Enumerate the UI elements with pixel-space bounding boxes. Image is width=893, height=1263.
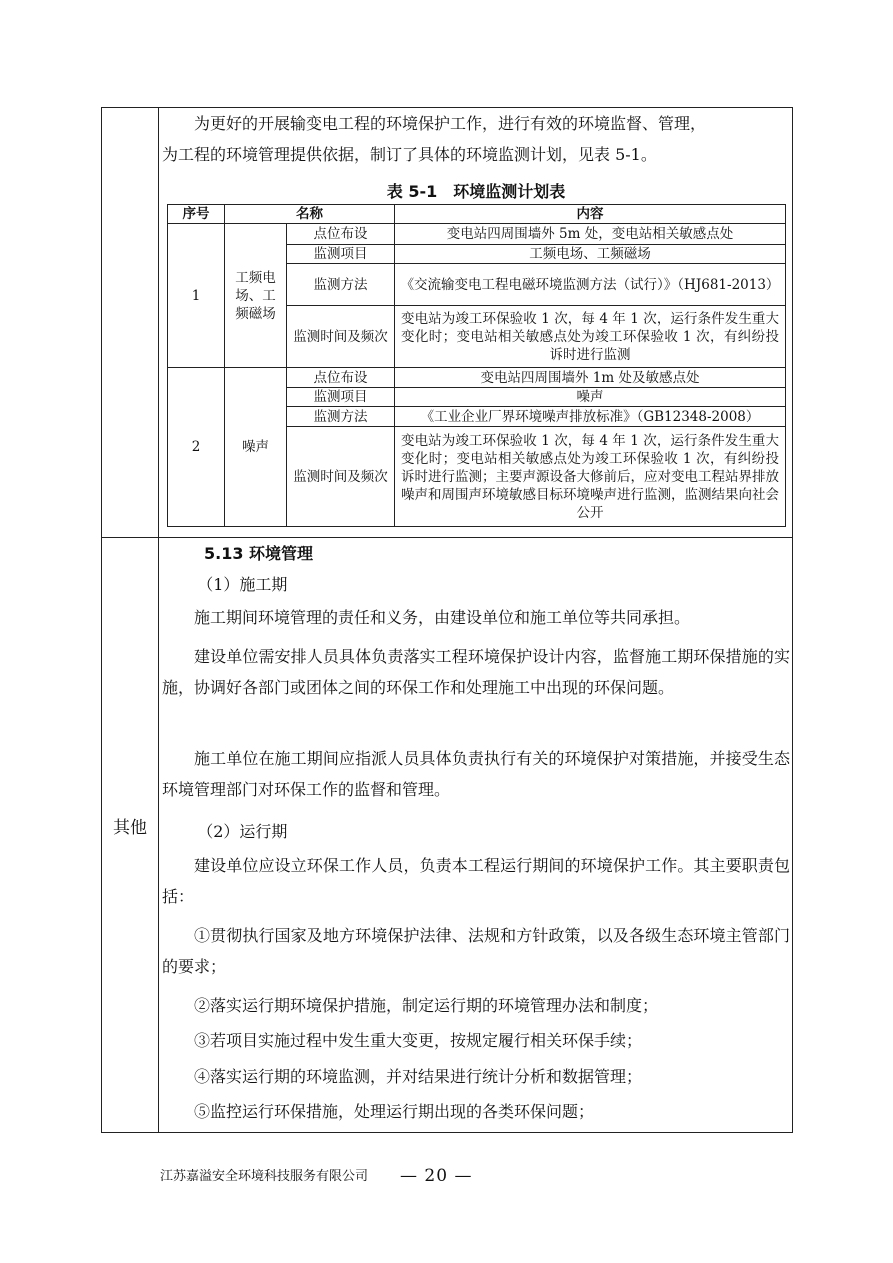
group-name: 工频电场、工频磁场 bbox=[225, 224, 287, 368]
item-cell: 监测方法 bbox=[287, 264, 395, 306]
item-cell: 点位布设 bbox=[287, 224, 395, 245]
paragraph: 建设单位应设立环保工作人员，负责本工程运行期间的环境保护工作。其主要职责包括： bbox=[162, 856, 790, 906]
table-row bbox=[168, 224, 786, 245]
item-cell: 监测方法 bbox=[287, 407, 395, 427]
table-caption: 表 5-1 环境监测计划表 bbox=[386, 182, 566, 201]
subsection-construction: （1）施工期 bbox=[197, 575, 288, 594]
column-divider bbox=[158, 108, 159, 1132]
paragraph: 施工期间环境管理的责任和义务，由建设单位和施工单位等共同承担。 bbox=[194, 608, 691, 627]
subsection-operation: （2）运行期 bbox=[197, 822, 288, 841]
item-cell: 点位布设 bbox=[287, 368, 395, 388]
intro-line-1: 为更好的开展输变电工程的环境保护工作，进行有效的环境监督、管理， bbox=[194, 114, 707, 133]
duty-item: ⑤监控运行环保措施，处理运行期出现的各类环保问题； bbox=[194, 1102, 595, 1121]
paragraph: 建设单位需安排人员具体负责落实工程环境保护设计内容，监督施工期环保措施的实施，协调好各部门或团体之间的环保工作和处理施工中出现的环保问题。 bbox=[162, 647, 790, 697]
paragraph: 施工单位在施工期间应指派人员具体负责执行有关的环境保护对策措施，并接受生态环境管理部门对环保工作的监督和管理。 bbox=[162, 749, 790, 799]
page-number: — 20 — bbox=[400, 1166, 473, 1186]
group-no: 1 bbox=[168, 224, 225, 368]
item-cell: 监测时间及频次 bbox=[287, 306, 395, 368]
duty-item: ①贯彻执行国家及地方环境保护法律、法规和方针政策，以及各级生态环境主管部门的要求； bbox=[162, 926, 790, 976]
content-cell: 变电站为竣工环保验收 1 次，每 4 年 1 次，运行条件发生重大变化时；变电站相关敏感点处为竣工环保验收 1 次，有纠纷投诉时进行监测；主要声源设备大修前后，应对变电工程站界排放噪声和周围声环境敏感目标环境噪声进行监测，监测结果向社会公开 bbox=[395, 427, 786, 527]
intro-line-2: 为工程的环境管理提供依据，制订了具体的环境监测计划，见表 5-1。 bbox=[162, 145, 657, 164]
header-content: 内容 bbox=[395, 205, 786, 224]
table-row bbox=[168, 368, 786, 388]
content-cell: 工频电场、工频磁场 bbox=[395, 245, 786, 264]
section-heading: 5.13 环境管理 bbox=[204, 544, 314, 563]
monitoring-plan-table bbox=[167, 204, 786, 527]
item-cell: 监测项目 bbox=[287, 245, 395, 264]
duty-item: ②落实运行期环境保护措施，制定运行期的环境管理办法和制度； bbox=[194, 996, 659, 1015]
table-header-row bbox=[168, 205, 786, 224]
duty-item: ③若项目实施过程中发生重大变更，按规定履行相关环保手续； bbox=[194, 1031, 643, 1050]
header-no: 序号 bbox=[168, 205, 225, 224]
content-cell: 变电站四周围墙外 5m 处，变电站相关敏感点处 bbox=[395, 224, 786, 245]
content-cell: 《工业企业厂界环境噪声排放标准》（GB12348-2008） bbox=[395, 407, 786, 427]
footer-company: 江苏嘉溢安全环境科技服务有限公司 bbox=[160, 1169, 369, 1184]
duty-item: ④落实运行期的环境监测，并对结果进行统计分析和数据管理； bbox=[194, 1067, 643, 1086]
content-cell: 噪声 bbox=[395, 388, 786, 407]
header-name: 名称 bbox=[225, 205, 395, 224]
item-cell: 监测时间及频次 bbox=[287, 427, 395, 527]
content-cell: 变电站四周围墙外 1m 处及敏感点处 bbox=[395, 368, 786, 388]
group-no: 2 bbox=[168, 368, 225, 527]
side-label-other: 其他 bbox=[113, 818, 147, 838]
group-name: 噪声 bbox=[225, 368, 287, 527]
document-frame bbox=[101, 107, 793, 1133]
content-cell: 《交流输变电工程电磁环境监测方法（试行）》（HJ681-2013） bbox=[395, 264, 786, 306]
item-cell: 监测项目 bbox=[287, 388, 395, 407]
content-cell: 变电站为竣工环保验收 1 次，每 4 年 1 次，运行条件发生重大变化时；变电站相关敏感点处为竣工环保验收 1 次，有纠纷投诉时进行监测 bbox=[395, 306, 786, 368]
